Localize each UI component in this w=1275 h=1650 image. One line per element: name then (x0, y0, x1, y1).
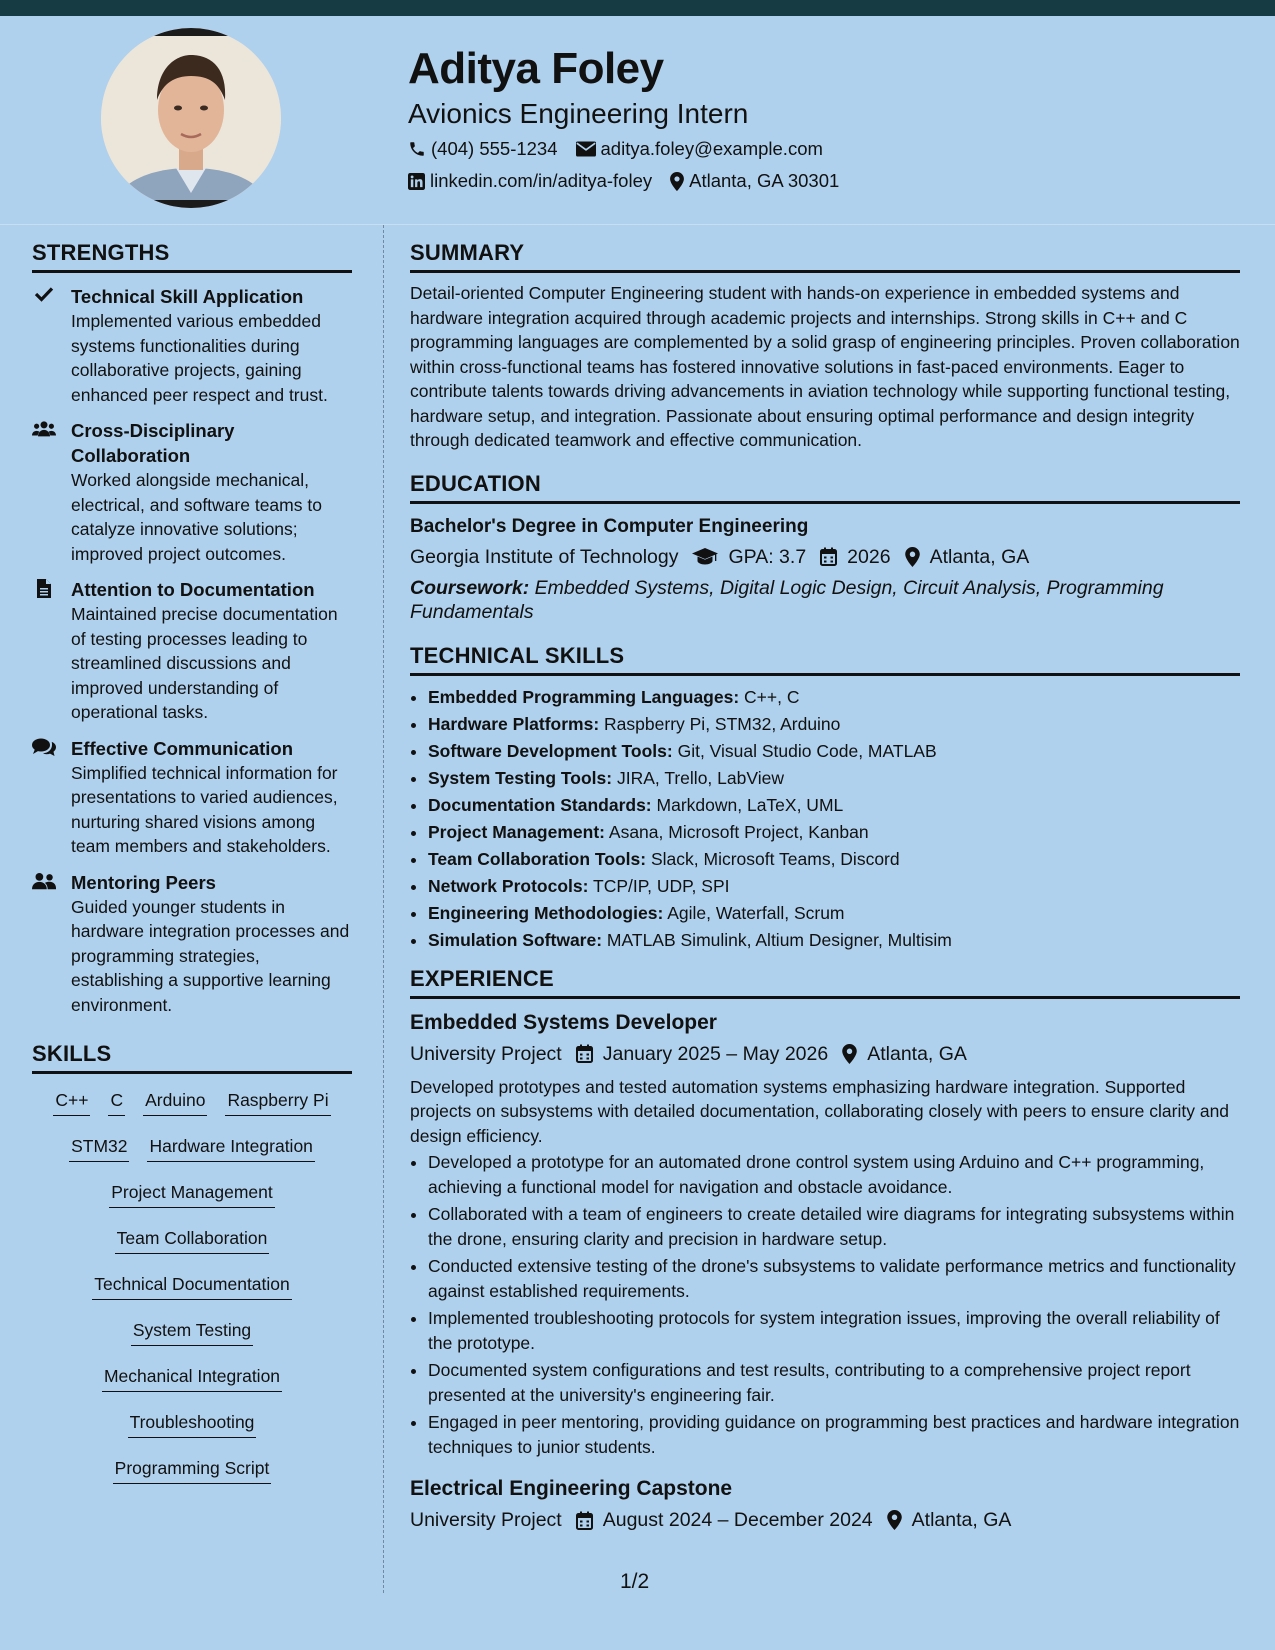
map-marker-icon (842, 1044, 857, 1064)
skill-chip: Mechanical Integration (102, 1364, 282, 1392)
skill-chip: Technical Documentation (92, 1272, 292, 1300)
linkedin-text: linkedin.com/in/aditya-foley (430, 170, 653, 191)
list-item: • Implemented troubleshooting protocols for system integration issues, improving the overall reliability of the prototype. (428, 1306, 1240, 1355)
list-item: • Engineering Methodologies: Agile, Waterfall, Scrum (428, 900, 1240, 927)
job-location: Atlanta, GA (867, 1042, 967, 1065)
skill-chip: Programming Script (113, 1456, 272, 1484)
strength-item (32, 418, 352, 566)
skill-chip: STM32 (69, 1134, 129, 1162)
strength-title: Technical Skill Application (71, 286, 304, 307)
left-column (32, 240, 352, 1502)
gpa: GPA: 3.7 (728, 545, 807, 568)
list-item: • Network Protocols: TCP/IP, UDP, SPI (428, 873, 1240, 900)
user-friends-icon (32, 872, 56, 892)
map-marker-icon (905, 547, 920, 567)
list-item: • Simulation Software: MATLAB Simulink, Altium Designer, Multisim (428, 927, 1240, 954)
skills-heading: SKILLS (32, 1041, 352, 1074)
header (408, 42, 857, 196)
candidate-name: Aditya Foley (408, 44, 664, 93)
strength-item (32, 577, 352, 725)
job-dates: August 2024 – December 2024 (602, 1509, 873, 1531)
coursework (410, 576, 1240, 625)
right-column (410, 240, 1240, 1535)
candidate-role: Avionics Engineering Intern (408, 98, 749, 129)
list-item: • Software Development Tools: Git, Visual Studio Code, MATLAB (428, 738, 1240, 765)
strength-desc: Worked alongside mechanical, electrical, and software teams to catalyze innovative solutions; improved project outcomes. (71, 470, 322, 564)
column-divider (383, 225, 384, 1593)
header-divider (0, 224, 1275, 225)
skill-chip: System Testing (131, 1318, 253, 1346)
email-contact[interactable] (576, 138, 823, 160)
coursework-label: Coursework: (410, 576, 530, 599)
location-contact (670, 170, 839, 192)
profile-photo (101, 28, 281, 208)
list-item: • Team Collaboration Tools: Slack, Microsoft Teams, Discord (428, 846, 1240, 873)
list-item: • Embedded Programming Languages: C++, C (428, 684, 1240, 711)
job-meta (410, 1039, 1240, 1069)
school-location: Atlanta, GA (929, 545, 1030, 568)
school-name: Georgia Institute of Technology (410, 545, 679, 568)
list-item: • Engaged in peer mentoring, providing guidance on programming best practices and hardware integration techniques to junior students. (428, 1410, 1240, 1459)
list-item: • Documented system configurations and test results, contributing to a comprehensive project report presented at the university's engineering fair. (428, 1358, 1240, 1407)
phone-contact[interactable] (408, 138, 558, 160)
envelope-icon (576, 141, 596, 157)
technical-skills-list (410, 684, 1240, 954)
strength-title: Mentoring Peers (71, 871, 216, 893)
document-icon (32, 579, 56, 599)
skill-chip: Team Collaboration (115, 1226, 270, 1254)
strength-item (32, 736, 352, 859)
strength-title: Attention to Documentation (71, 579, 315, 600)
linkedin-contact[interactable] (408, 170, 652, 192)
graduation-cap-icon (692, 548, 718, 566)
job-title: Electrical Engineering Capstone (410, 1477, 733, 1500)
degree-title: Bachelor's Degree in Computer Engineering (410, 515, 809, 537)
calendar-icon (576, 1044, 593, 1063)
map-marker-icon (670, 172, 684, 191)
comments-icon (32, 738, 56, 758)
strength-desc: Maintained precise documentation of testing processes leading to streamlined discussions and improved understanding of operational tasks. (71, 604, 338, 722)
calendar-icon (576, 1511, 593, 1530)
page-number: 1/2 (620, 1570, 650, 1593)
phone-icon (408, 140, 426, 158)
technical-skills-heading: TECHNICAL SKILLS (410, 643, 1240, 676)
strength-title: Effective Communication (71, 737, 294, 759)
contact-row-1 (408, 134, 857, 164)
calendar-icon (820, 547, 837, 566)
job-meta (410, 1505, 1240, 1535)
list-item: • Collaborated with a team of engineers to create detailed wire diagrams for integrating subsystems within the drone, ensuring clarity and precision in hardware setup. (428, 1202, 1240, 1251)
skill-chip: Project Management (109, 1180, 274, 1208)
skill-chip: C (108, 1088, 125, 1116)
job-location: Atlanta, GA (911, 1509, 1012, 1531)
job-bullets (410, 1150, 1240, 1459)
job-title: Embedded Systems Developer (410, 1010, 717, 1034)
email-text: aditya.foley@example.com (600, 138, 823, 159)
list-item: • Project Management: Asana, Microsoft Project, Kanban (428, 819, 1240, 846)
skill-chip: Hardware Integration (147, 1134, 314, 1162)
list-item: • Documentation Standards: Markdown, LaTeX, UML (428, 792, 1240, 819)
skill-chip: Arduino (143, 1088, 207, 1116)
experience-heading: EXPERIENCE (410, 966, 1240, 999)
users-icon (32, 420, 56, 440)
strength-title: Cross-Disciplinary Collaboration (71, 420, 235, 466)
list-item: • Developed a prototype for an automated drone control system using Arduino and C++ programming, achieving a functional model for navigation and obstacle avoidance. (428, 1150, 1240, 1199)
skill-chip: Troubleshooting (128, 1410, 257, 1438)
strength-desc: Guided younger students in hardware integration processes and programming strategies, establishing a supportive learning environment. (71, 896, 350, 1015)
strength-desc: Implemented various embedded systems functionalities during collaborative projects, gaining enhanced peer respect and trust. (71, 311, 328, 405)
strengths-heading: STRENGTHS (32, 240, 352, 273)
strength-item (32, 284, 352, 407)
contact-row-2 (408, 166, 857, 196)
list-item: • Conducted extensive testing of the drone's subsystems to validate performance metrics and functionality against established requirements. (428, 1254, 1240, 1303)
top-bar (0, 0, 1275, 16)
strength-item (32, 870, 352, 1018)
skill-chip: Raspberry Pi (225, 1088, 330, 1116)
check-icon (32, 286, 56, 306)
education-meta (410, 542, 1240, 572)
coursework-list: Embedded Systems, Digital Logic Design, Circuit Analysis, Programming Fundamentals (410, 576, 1164, 623)
location-text: Atlanta, GA 30301 (689, 170, 840, 191)
map-marker-icon (887, 1510, 902, 1530)
summary-heading: SUMMARY (410, 240, 1240, 273)
strength-desc: Simplified technical information for presentations to varied audiences, nurturing shared visions among team members and stakeholders. (71, 762, 338, 856)
list-item: • System Testing Tools: JIRA, Trello, LabView (428, 765, 1240, 792)
graduation-year: 2026 (847, 545, 891, 568)
linkedin-icon (408, 173, 425, 190)
job-org: University Project (410, 1509, 562, 1531)
job-dates: January 2025 – May 2026 (602, 1042, 829, 1065)
summary-text: Detail-oriented Computer Engineering student with hands-on experience in embedded systems and hardware integration acquired through academic projects and internships. Strong skills in C++ and C programming languages are complemented by a solid grasp of engineering principles. Proven collaboration within cross-functional teams has fostered innovative solutions in fast-paced environments. Eager to contribute talents towards driving advancements in aviation technology while supporting functional testing, hardware setup, and integration. Passionate about ensuring optimal performance and design integrity through dedicated teamwork and effective communication. (410, 283, 1240, 450)
skills-list (32, 1088, 352, 1502)
job-org: University Project (410, 1042, 562, 1065)
list-item: • Hardware Platforms: Raspberry Pi, STM32, Arduino (428, 711, 1240, 738)
education-heading: EDUCATION (410, 471, 1240, 504)
skill-chip: C++ (53, 1088, 90, 1116)
phone-text: (404) 555-1234 (431, 138, 558, 159)
job-description: Developed prototypes and tested automation systems emphasizing hardware integration. Supported projects on subsystems with detailed documentation, collaborating closely with peers to ensure clarity and design efficiency. (410, 1076, 1230, 1146)
